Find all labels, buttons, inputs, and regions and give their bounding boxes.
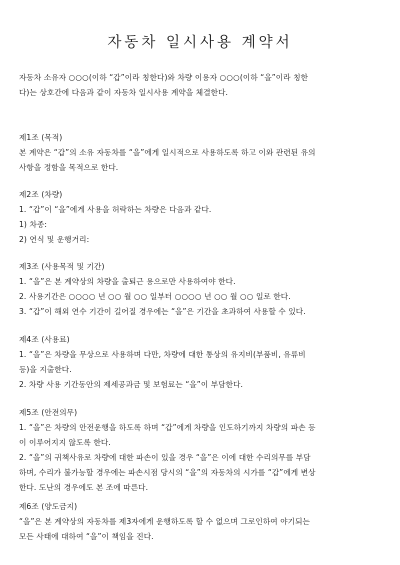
article-line: 등)을 지출한다. bbox=[19, 365, 72, 374]
article-line: 이 이루어지지 않도록 한다. bbox=[19, 438, 111, 447]
article-line: 2) 연식 및 운행거리: bbox=[19, 235, 90, 244]
article-line: 1. “을”은 차량을 무상으로 사용하며 다만, 차량에 대한 통상의 유지비(부품비, 유류비 bbox=[19, 350, 306, 359]
article-line: “을”은 본 계약상의 자동차를 제3자에게 운행하도록 할 수 없으며 그로인하여 야기되는 bbox=[19, 517, 310, 526]
article-heading: 제4조 (사용료) bbox=[19, 335, 70, 344]
article-heading: 제6조 (양도금지) bbox=[19, 502, 78, 511]
intro-paragraph bbox=[19, 70, 379, 100]
article-line: 사항을 정함을 목적으로 한다. bbox=[19, 163, 119, 172]
article-2 bbox=[19, 187, 379, 247]
article-line: 모든 사태에 대하여 “을”이 책임을 진다. bbox=[19, 532, 154, 541]
article-line: 1. “을”은 차량의 안전운행을 하도록 하며 “갑”에게 차량을 인도하기까지 차량의 파손 등 bbox=[19, 423, 316, 432]
article-line: 1. “을”은 본 계약상의 차량을 출퇴근 용으로만 사용하여야 한다. bbox=[19, 277, 236, 286]
article-line: 2. 차량 사용 기간동안의 제세공과금 및 보험료는 “을”이 부담한다. bbox=[19, 380, 244, 389]
document-title: 자동차 일시사용 계약서 bbox=[107, 35, 293, 51]
article-4 bbox=[19, 332, 379, 392]
article-line: 한다. 도난의 경우에도 본 조에 따른다. bbox=[19, 483, 149, 492]
intro-line: 다)는 상호간에 다음과 같이 자동차 일시사용 계약을 체결한다. bbox=[19, 88, 229, 97]
article-line: 하며, 수리가 불가능할 경우에는 파손시점 당시의 “을”의 자동차의 시가를 “갑”에게 변상 bbox=[19, 468, 316, 477]
article-line: 2. 사용기간은 ○○○○ 년 ○○ 월 ○○ 일부터 ○○○○ 년 ○○ 월 ○○ 일로 한다. bbox=[19, 292, 291, 301]
article-line: 2. “을”의 귀책사유로 차량에 대한 파손이 있을 경우 “을”은 이에 대한 수리의무를 부담 bbox=[19, 453, 311, 462]
article-3 bbox=[19, 259, 379, 319]
article-6 bbox=[19, 499, 379, 544]
article-heading: 제5조 (안전의무) bbox=[19, 408, 78, 417]
article-heading: 제1조 (목적) bbox=[19, 133, 63, 142]
article-5 bbox=[19, 405, 379, 495]
article-1 bbox=[19, 130, 379, 175]
intro-line: 자동차 소유자 ○○○(이하 “갑”이라 칭한다)와 차량 이용자 ○○○(이하 “을”이라 칭한 bbox=[19, 73, 309, 82]
article-line: 3. “갑”이 해외 연수 기간이 길어질 경우에는 “을”은 기간을 초과하여 사용할 수 있다. bbox=[19, 307, 306, 316]
article-line: 1) 차종: bbox=[19, 220, 48, 229]
article-line: 1. “갑”이 “을”에게 사용을 허락하는 차량은 다음과 같다. bbox=[19, 205, 212, 214]
article-heading: 제2조 (차량) bbox=[19, 190, 63, 199]
article-line: 본 계약은 “갑”의 소유 자동차를 “을”에게 일시적으로 사용하도록 하고 이와 관련된 유의 bbox=[19, 148, 316, 157]
article-heading: 제3조 (사용목적 및 기간) bbox=[19, 262, 105, 271]
